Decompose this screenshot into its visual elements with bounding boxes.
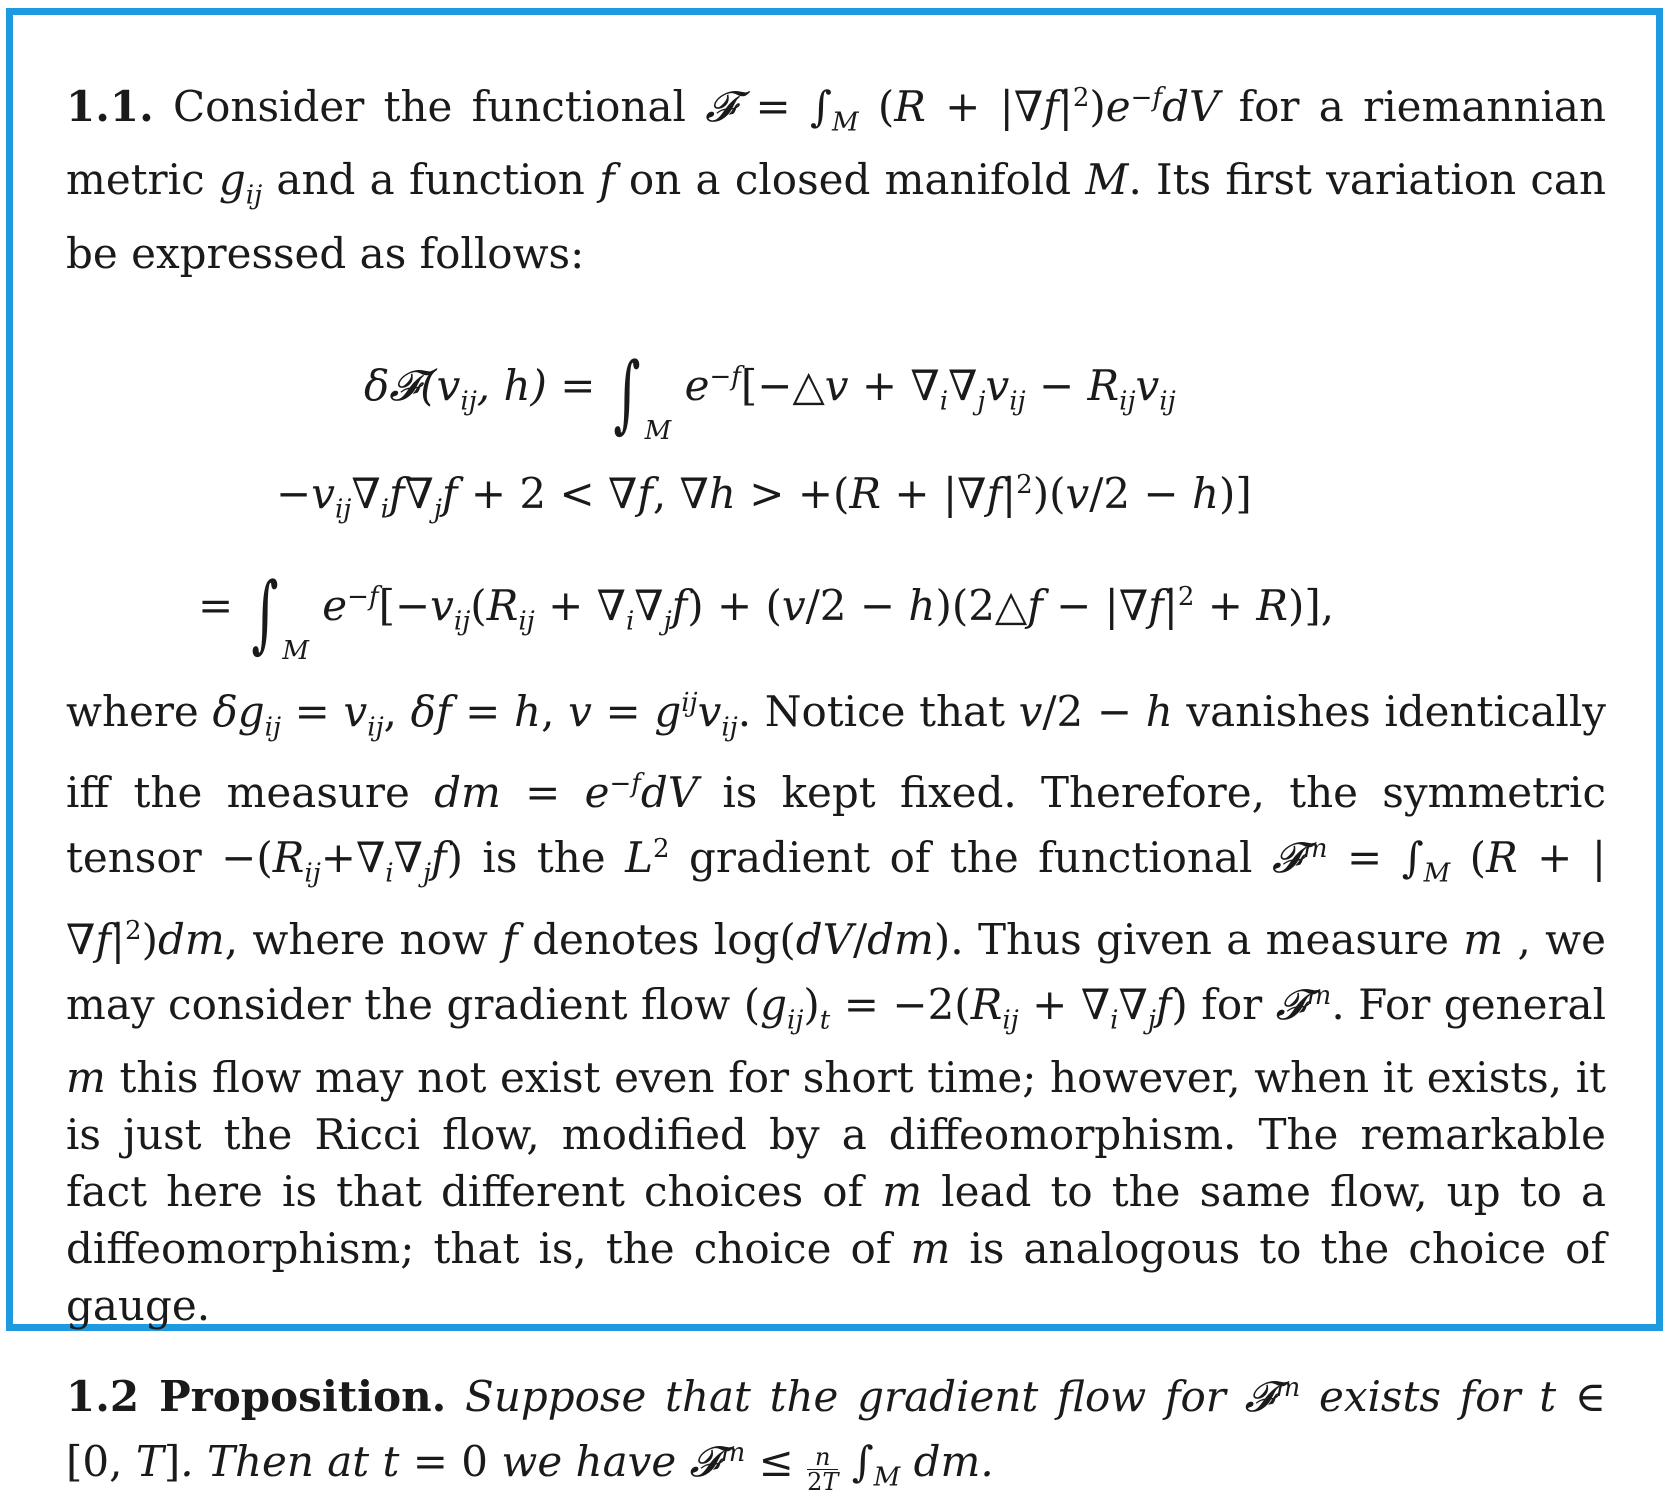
proposition-1-2: 1.2 Proposition. Suppose that the gradient flow for 𝓕$^m$ exists for t ∈ [0, T]. Then at t = 0 we have 𝓕$^m$ ≤ $\frac{n}{2T}$ $\int_M$ dm.: [66, 1371, 1606, 1496]
equation-line-1: $\delta 𝓕(v_{ij}$, h) = ∫ $_M$ $e^{-f}[-\triangle v + \nabla_i\nabla_jv_{ij} - R_{ij}v_{ij}$: [364, 343, 1176, 447]
equation-line-2: $-v_{ij}\nabla_if\nabla_jf + 2 < \nabla f$, $\nabla h > +(R + |\nabla f|^2)(v/2 - h)$]: [276, 468, 1252, 525]
equation-line-3: = ∫ $_M$ $e^{-f}[-v_{ij}(R_{ij} + \nabla_i\nabla_jf) + (v/2$ − h)(2△f − $|\nabla f|^2 + R$)],: [198, 563, 1335, 667]
variation-equation: [66, 304, 1606, 669]
section-label: 1.1.: [66, 82, 154, 131]
section-1-1-intro: 1.1. Consider the functional 𝓕 = $\int_M$ $(R + |\nabla f|^2)e^{-f}dV$ for a riemannian metric $g_{ij}$ and a function f on a closed manifold M. Its first variation can be expressed as follows:: [66, 82, 1607, 278]
section-1-1-body: where $\delta g_{ij} = v_{ij}$, δf = h, $v = g^{ij}v_{ij}$. Notice that v/2 − h vanishes identically iff the measure dm = $e^{-f}dV$ is kept fixed. Therefore, the symmetric tensor $-(R_{ij}+\nabla_i\nabla_jf)$ is the $L^2$ gradient of the functional 𝓕$^m$ = $\int_M$ $(R + |\nabla f|^2)dm$, where now f denotes log(dV/dm). Thus given a measure m , we may consider the gradient flow $(g_{ij})_t = -2(R_{ij} + \nabla_i\nabla_jf)$ for 𝓕$^m$. For general m this flow may not exist even for short time; however, when it exists, it is just the Ricci flow, modified by a diffeomorphism. The remarkable fact here is that different choices of m lead to the same flow, up to a diffeomorphism; that is, the choice of m is analogous to the choice of gauge.: [66, 686, 1607, 1330]
proposition-label: 1.2 Proposition.: [66, 1371, 447, 1421]
n-over-2t-fraction: $\frac{n}{2T}$: [807, 1442, 839, 1496]
paper-content: [66, 70, 1606, 1506]
